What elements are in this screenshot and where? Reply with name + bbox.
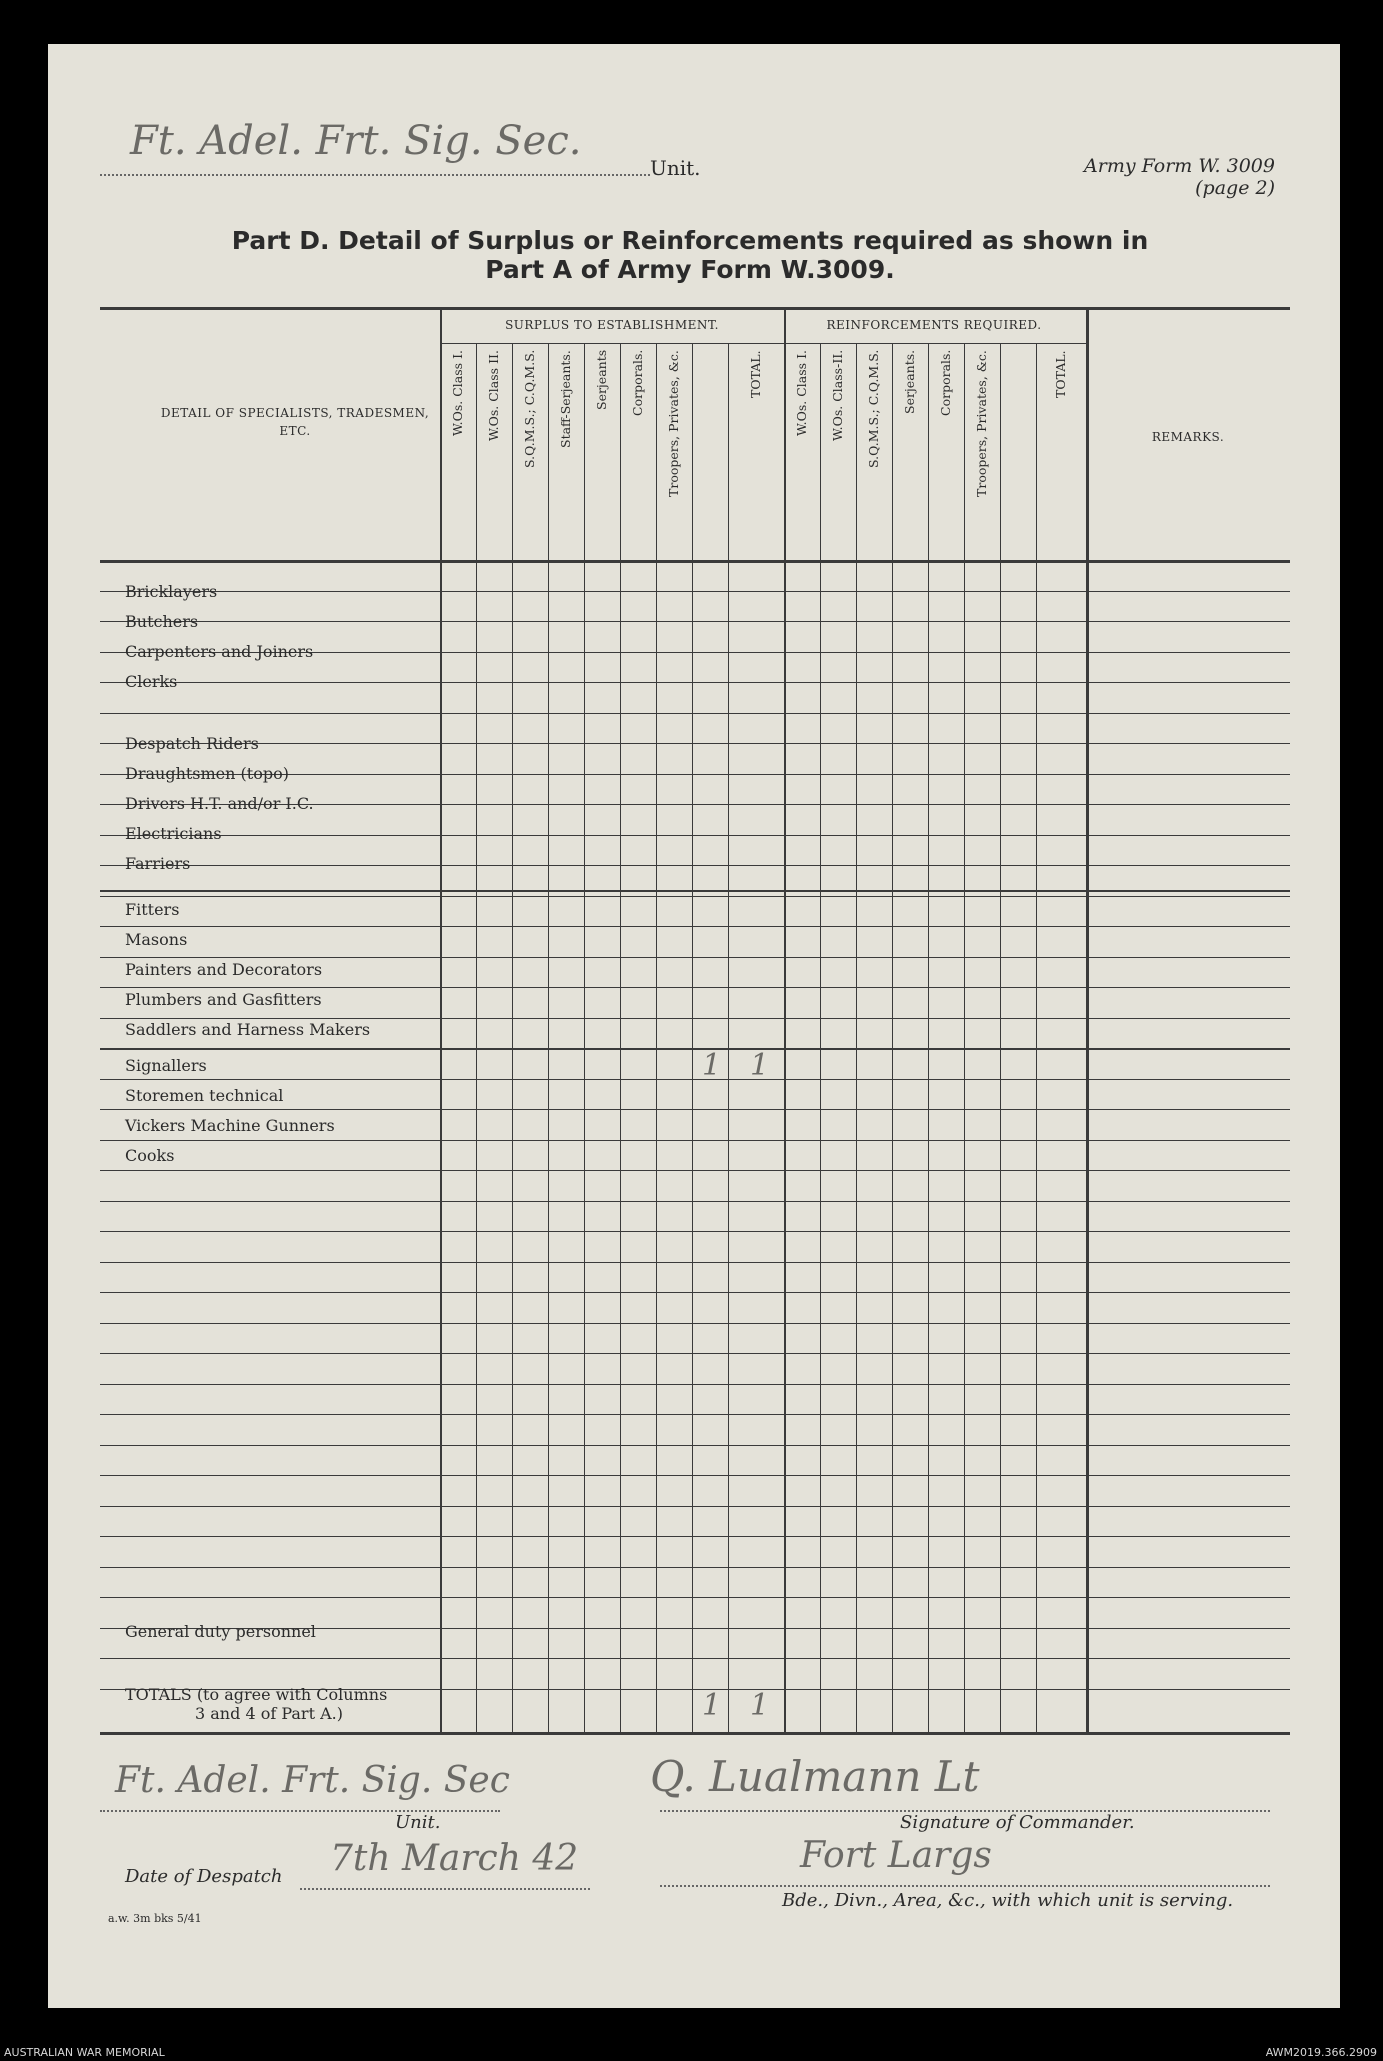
unit-handwritten: Ft. Adel. Frt. Sig. Sec.	[130, 118, 582, 164]
surplus-col-header: Troopers, Privates, &c.	[666, 350, 681, 497]
surplus-col-header: Corporals.	[630, 350, 645, 417]
footer-unit-handwritten: Ft. Adel. Frt. Sig. Sec	[115, 1760, 510, 1801]
location-line	[660, 1885, 1270, 1887]
row-rule	[100, 1140, 1290, 1141]
remarks-divider-rule	[1086, 307, 1089, 1732]
row-rule	[100, 1567, 1290, 1568]
table-bottom-rule	[100, 1732, 1290, 1735]
row-rule	[100, 1109, 1290, 1110]
detail-column-rule	[440, 307, 442, 1732]
signallers-total-entry: 1	[750, 1048, 770, 1083]
reinf-col-rule	[964, 343, 965, 1732]
reinf-col-rule	[892, 343, 893, 1732]
print-code: a.w. 3m bks 5/41	[108, 1912, 202, 1925]
detail-header: DETAIL OF SPECIALISTS, TRADESMEN, ETC.	[160, 406, 430, 438]
row-rule	[100, 591, 1290, 592]
commander-signature: Q. Lualmann Lt	[650, 1752, 980, 1801]
remarks-header: REMARKS.	[1151, 430, 1225, 444]
row-rule	[100, 1231, 1290, 1232]
totals-label	[125, 1685, 387, 1723]
unit-dotted-line	[100, 174, 650, 176]
unit-label: Unit.	[650, 156, 701, 180]
reinf-col-rule	[820, 343, 821, 1732]
reinf-col-rule	[1000, 343, 1001, 1732]
row-rule	[100, 1079, 1290, 1080]
reinf-col-header: TOTAL.	[1053, 350, 1068, 398]
title-line2: Part A of Army Form W.3009.	[485, 255, 895, 284]
signallers-troopers-entry: 1	[702, 1048, 722, 1083]
row-rule	[100, 1506, 1290, 1507]
row-rule	[100, 865, 1290, 866]
surplus-col-header: S.Q.M.S.; C.Q.M.S.	[522, 350, 537, 469]
title-line1: Part D. Detail of Surplus or Reinforcements required as shown in	[231, 226, 1149, 255]
row-label: Masons	[125, 930, 188, 949]
reinf-col-header: S.Q.M.S.; C.Q.M.S.	[866, 350, 881, 469]
row-label: Painters and Decorators	[125, 960, 323, 979]
surplus-col-header: Staff-Serjeants.	[558, 350, 573, 448]
row-label: Carpenters and Joiners	[125, 642, 314, 661]
row-label: Butchers	[125, 612, 199, 631]
row-label: Bricklayers	[125, 582, 218, 601]
row-rule	[100, 1475, 1290, 1476]
row-rule	[100, 1292, 1290, 1293]
row-rule	[100, 1018, 1290, 1019]
surplus-col-rule	[620, 343, 621, 1732]
section-divider-rule	[784, 307, 786, 1732]
form-reference	[1000, 155, 1275, 199]
row-rule	[100, 1445, 1290, 1446]
date-handwritten: 7th March 42	[330, 1838, 579, 1879]
row-rule	[100, 621, 1290, 622]
surplus-col-rule	[656, 343, 657, 1732]
row-label: Cooks	[125, 1146, 175, 1165]
date-of-despatch-label: Date of Despatch	[125, 1866, 283, 1887]
row-rule	[100, 1170, 1290, 1171]
credit-right: AWM2019.366.2909	[1265, 2046, 1377, 2059]
surplus-col-rule	[728, 343, 729, 1732]
header-bottom-rule	[100, 560, 1290, 563]
form-ref-line2: (page 2)	[1195, 177, 1275, 199]
row-rule	[100, 835, 1290, 836]
row-rule	[100, 1384, 1290, 1385]
reinf-col-header: Troopers, Privates, &c.	[974, 350, 989, 497]
group-separator-rule	[100, 1048, 1290, 1050]
surplus-col-header: W.Os. Class II.	[486, 350, 501, 441]
row-label: General duty personnel	[125, 1622, 316, 1641]
row-label: Clerks	[125, 672, 178, 691]
reinf-col-header: Corporals.	[938, 350, 953, 417]
reinforcements-header: REINFORCEMENTS REQUIRED.	[826, 318, 1042, 332]
surplus-col-rule	[476, 343, 477, 1732]
row-rule	[100, 926, 1290, 927]
surplus-col-rule	[692, 343, 693, 1732]
credit-left: AUSTRALIAN WAR MEMORIAL	[4, 2046, 165, 2059]
row-rule	[100, 1262, 1290, 1263]
group-separator-rule	[100, 890, 1290, 892]
footer-unit-label: Unit.	[395, 1812, 441, 1833]
row-rule	[100, 957, 1290, 958]
row-label: Saddlers and Harness Makers	[125, 1020, 371, 1039]
reinf-col-rule	[928, 343, 929, 1732]
surplus-col-rule	[548, 343, 549, 1732]
signature-label: Signature of Commander.	[900, 1812, 1135, 1833]
row-rule	[100, 743, 1290, 744]
reinf-col-header: W.Os. Class-II.	[830, 350, 845, 442]
surplus-col-header: Serjeants	[594, 350, 609, 411]
form-ref-line1: Army Form W. 3009	[1084, 155, 1275, 177]
surplus-col-rule	[512, 343, 513, 1732]
row-label: Fitters	[125, 900, 180, 919]
row-rule	[100, 1201, 1290, 1202]
row-rule	[100, 896, 1290, 897]
row-rule	[100, 1323, 1290, 1324]
date-line	[300, 1888, 590, 1890]
row-rule	[100, 987, 1290, 988]
surplus-col-header: W.Os. Class I.	[450, 350, 465, 436]
row-label: Farriers	[125, 854, 191, 873]
row-label: Despatch Riders	[125, 734, 259, 753]
totals-total-entry: 1	[750, 1688, 770, 1723]
row-rule	[100, 1536, 1290, 1537]
row-rule	[100, 1597, 1290, 1598]
row-rule	[100, 1658, 1290, 1659]
surplus-header: SURPLUS TO ESTABLISHMENT.	[505, 318, 719, 332]
group-header-rule	[440, 343, 1086, 344]
row-label: Plumbers and Gasfitters	[125, 990, 322, 1009]
row-label: Drivers H.T. and/or I.C.	[125, 794, 314, 813]
page-title	[100, 226, 1280, 284]
location-label: Bde., Divn., Area, &c., with which unit is serving.	[782, 1890, 1234, 1911]
row-label: Signallers	[125, 1056, 207, 1075]
totals-label-line1: TOTALS (to agree with Columns	[125, 1685, 388, 1704]
row-label: Electricians	[125, 824, 222, 843]
totals-troopers-entry: 1	[702, 1688, 722, 1723]
row-label: Storemen technical	[125, 1086, 284, 1105]
table-top-rule	[100, 307, 1290, 310]
surplus-col-rule	[584, 343, 585, 1732]
reinf-col-header: W.Os. Class I.	[794, 350, 809, 436]
reinf-col-rule	[1036, 343, 1037, 1732]
row-rule	[100, 713, 1290, 714]
reinf-col-header: Serjeants.	[902, 350, 917, 415]
totals-label-line2: 3 and 4 of Part A.)	[195, 1704, 343, 1723]
row-rule	[100, 1353, 1290, 1354]
row-rule	[100, 682, 1290, 683]
reinf-col-rule	[856, 343, 857, 1732]
row-rule	[100, 1414, 1290, 1415]
row-label: Draughtsmen (topo)	[125, 764, 289, 783]
surplus-col-header: TOTAL.	[748, 350, 763, 398]
location-handwritten: Fort Largs	[800, 1835, 992, 1876]
row-label: Vickers Machine Gunners	[125, 1116, 335, 1135]
